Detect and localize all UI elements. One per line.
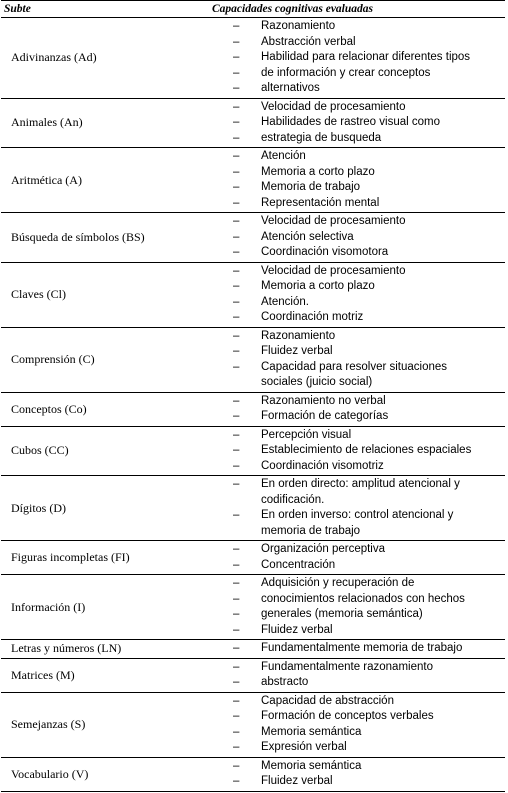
capacity-text: Atención selectiva — [261, 230, 354, 243]
list-item — [229, 558, 505, 574]
capacity-text: de información y crear conceptos — [261, 66, 431, 79]
dash-bullet: – — [233, 592, 240, 605]
capacity-text: Memoria semántica — [261, 759, 362, 772]
list-item — [229, 542, 505, 558]
header-subtest: Subte — [4, 3, 31, 15]
list-item — [229, 394, 505, 410]
table-row — [1, 328, 505, 393]
subtest-table — [1, 0, 505, 792]
capacity-text: Abstracción verbal — [261, 35, 356, 48]
list-item — [229, 375, 505, 391]
subtest-name: Información (I) — [11, 599, 86, 614]
dash-bullet: – — [233, 264, 240, 277]
table-row — [1, 263, 505, 328]
capacities-list — [229, 541, 505, 574]
subtest-name: Matrices (M) — [11, 667, 75, 682]
capacity-text: estrategia de busqueda — [261, 131, 382, 144]
capacities-list — [229, 659, 505, 692]
dash-bullet — [229, 524, 261, 540]
capacity-text: Velocidad de procesamiento — [261, 100, 406, 113]
header-capacities: Capacidades cognitivas evaluadas — [212, 3, 373, 15]
capacity-text: Formación de conceptos verbales — [261, 710, 434, 722]
dash-bullet: – — [233, 35, 240, 48]
subtest-name: Dígitos (D) — [11, 500, 66, 515]
table-row — [1, 659, 505, 693]
dash-bullet — [229, 493, 261, 509]
dash-bullet: – — [233, 230, 240, 243]
list-item — [229, 50, 505, 66]
subtest-name: Semejanzas (S) — [11, 717, 86, 731]
subtest-name: Comprensión (C) — [11, 352, 95, 366]
capacity-text: Razonamiento no verbal — [261, 394, 386, 407]
capacity-text: Capacidad para resolver situaciones — [261, 360, 448, 373]
capacity-text: Coordinación motriz — [261, 311, 364, 323]
list-item — [229, 35, 505, 51]
list-item — [229, 459, 505, 475]
capacity-text: Atención. — [261, 295, 309, 308]
table-row — [1, 99, 505, 149]
list-item — [229, 725, 505, 741]
capacity-text: Establecimiento de relaciones espaciales — [261, 444, 472, 456]
capacity-text: Atención — [261, 150, 306, 162]
capacity-text: sociales (juicio social) — [261, 376, 373, 388]
list-item — [229, 295, 505, 311]
dash-bullet: – — [233, 150, 240, 162]
capacity-text: Razonamiento — [261, 20, 336, 32]
capacity-text: alternativos — [261, 82, 320, 94]
table-row — [1, 393, 505, 427]
dash-bullet: – — [233, 694, 240, 707]
dash-bullet: – — [233, 165, 240, 178]
capacity-text: Memoria de trabajo — [261, 181, 361, 193]
dash-bullet: – — [233, 181, 240, 193]
list-item — [229, 694, 505, 710]
list-item — [229, 329, 505, 345]
dash-bullet: – — [233, 82, 240, 94]
list-item — [229, 264, 505, 280]
capacity-text: generales (memoria semántica) — [261, 608, 423, 620]
capacity-text: Expresión verbal — [261, 741, 347, 753]
list-item — [229, 310, 505, 326]
table-row — [1, 148, 505, 213]
dash-bullet: – — [233, 345, 240, 357]
dash-bullet: – — [233, 444, 240, 456]
dash-bullet: – — [233, 710, 240, 722]
dash-bullet: – — [233, 775, 240, 787]
capacities-list — [229, 476, 505, 540]
subtest-name: Búsqueda de símbolos (BS) — [11, 229, 145, 244]
list-item — [229, 66, 505, 82]
list-item — [229, 675, 505, 691]
dash-bullet: – — [233, 660, 240, 673]
dash-bullet: – — [233, 608, 240, 620]
capacities-list — [229, 575, 505, 639]
capacity-text: Adquisición y recuperación de — [261, 577, 415, 589]
capacity-text: En orden directo: amplitud atencional y — [261, 478, 460, 490]
table-row — [1, 640, 505, 659]
capacity-text: Fundamentalmente memoria de trabajo — [261, 642, 463, 654]
subtest-name: Conceptos (Co) — [11, 401, 87, 416]
list-item — [229, 214, 505, 230]
capacity-text: Percepción visual — [261, 428, 352, 441]
list-item — [229, 131, 505, 147]
dash-bullet: – — [233, 509, 240, 521]
list-item — [229, 180, 505, 196]
list-item — [229, 524, 505, 540]
capacity-text: Memoria a corto plazo — [261, 280, 375, 292]
table-row — [1, 693, 505, 758]
capacity-text: Representación mental — [261, 196, 380, 209]
capacity-text: Fluidez verbal — [261, 775, 333, 787]
capacity-text: Razonamiento — [261, 329, 336, 342]
dash-bullet: – — [233, 543, 240, 555]
capacities-list — [229, 758, 505, 791]
subtest-name: Adivinanzas (Ad) — [11, 50, 97, 65]
dash-bullet: – — [233, 428, 240, 441]
list-item — [229, 508, 505, 524]
list-item — [229, 149, 505, 165]
capacity-text: Velocidad de procesamiento — [261, 264, 406, 277]
subtest-name: Animales (An) — [11, 115, 83, 130]
capacities-list — [229, 99, 505, 148]
capacity-text: Habilidades de rastreo visual como — [261, 116, 440, 128]
table-row — [1, 427, 505, 477]
list-item — [229, 428, 505, 444]
subtest-name: Vocabulario (V) — [11, 766, 89, 781]
list-item — [229, 493, 505, 509]
capacity-text: Velocidad de procesamiento — [261, 215, 406, 227]
dash-bullet: – — [233, 360, 240, 373]
capacities-list — [229, 263, 505, 327]
dash-bullet: – — [233, 558, 240, 571]
table-row — [1, 476, 505, 541]
list-item — [229, 592, 505, 608]
capacity-text: Memoria a corto plazo — [261, 165, 375, 178]
dash-bullet: – — [233, 215, 240, 227]
list-item — [229, 344, 505, 360]
list-item — [229, 443, 505, 459]
dash-bullet: – — [233, 329, 240, 342]
list-item — [229, 740, 505, 756]
capacities-list — [229, 213, 505, 262]
dash-bullet: – — [233, 577, 240, 589]
list-item — [229, 19, 505, 35]
capacities-list — [229, 148, 505, 212]
capacity-text: En orden inverso: control atencional y — [261, 509, 454, 521]
capacities-list — [229, 18, 505, 98]
table-row — [1, 18, 505, 99]
table-row — [1, 575, 505, 640]
dash-bullet: – — [233, 410, 240, 422]
capacity-text: codificación. — [261, 493, 325, 506]
list-item — [229, 774, 505, 790]
dash-bullet — [229, 375, 261, 391]
list-item — [229, 477, 505, 493]
dash-bullet: – — [233, 311, 240, 323]
capacity-text: abstracto — [261, 676, 309, 688]
dash-bullet: – — [233, 759, 240, 772]
list-item — [229, 759, 505, 775]
capacity-text: Fluidez verbal — [261, 623, 333, 636]
capacities-list — [229, 427, 505, 476]
dash-bullet: – — [233, 51, 240, 63]
subtest-name: Letras y números (LN) — [11, 641, 122, 656]
dash-bullet: – — [233, 246, 240, 258]
list-item — [229, 100, 505, 116]
capacity-text: Coordinación visomotora — [261, 246, 389, 258]
list-item — [229, 81, 505, 97]
capacity-text: Concentración — [261, 558, 336, 571]
dash-bullet: – — [233, 100, 240, 113]
dash-bullet: – — [233, 66, 240, 79]
dash-bullet: – — [233, 459, 240, 472]
list-item — [229, 279, 505, 295]
dash-bullet: – — [233, 116, 240, 128]
dash-bullet: – — [233, 676, 240, 688]
dash-bullet: – — [233, 394, 240, 407]
subtest-name: Claves (Cl) — [11, 287, 66, 301]
capacities-list — [229, 640, 505, 658]
dash-bullet: – — [233, 741, 240, 753]
list-item — [229, 115, 505, 131]
subtest-name: Cubos (CC) — [11, 443, 69, 458]
dash-bullet: – — [233, 280, 240, 292]
table-header — [1, 0, 505, 18]
list-item — [229, 623, 505, 639]
subtest-name: Figuras incompletas (FI) — [11, 550, 130, 564]
dash-bullet: – — [233, 642, 240, 654]
capacity-text: Formación de categorías — [261, 410, 389, 422]
capacity-text: Habilidad para relacionar diferentes tipos — [261, 51, 471, 63]
table-row — [1, 213, 505, 263]
list-item — [229, 196, 505, 212]
dash-bullet: – — [233, 478, 240, 490]
list-item — [229, 607, 505, 623]
capacities-list — [229, 393, 505, 426]
list-item — [229, 709, 505, 725]
capacity-text: Capacidad de abstracción — [261, 694, 394, 707]
dash-bullet: – — [233, 20, 240, 32]
capacity-text: Coordinación visomotriz — [261, 459, 384, 472]
list-item — [229, 641, 505, 657]
subtest-name: Aritmética (A) — [11, 172, 82, 187]
table-row — [1, 541, 505, 575]
list-item — [229, 360, 505, 376]
capacities-list — [229, 328, 505, 392]
capacity-text: Organización perceptiva — [261, 543, 386, 555]
dash-bullet: – — [233, 295, 240, 308]
table-body — [1, 18, 505, 792]
capacity-text: Memoria semántica — [261, 725, 362, 738]
list-item — [229, 230, 505, 246]
dash-bullet: – — [233, 725, 240, 738]
dash-bullet: – — [233, 196, 240, 209]
list-item — [229, 409, 505, 425]
capacities-list — [229, 693, 505, 757]
capacity-text: Fluidez verbal — [261, 345, 333, 357]
list-item — [229, 660, 505, 676]
list-item — [229, 245, 505, 261]
table-row — [1, 758, 505, 792]
list-item — [229, 576, 505, 592]
dash-bullet: – — [233, 623, 240, 636]
dash-bullet: – — [233, 131, 240, 144]
capacity-text: Fundamentalmente razonamiento — [261, 660, 433, 673]
list-item — [229, 165, 505, 181]
capacity-text: memoria de trabajo — [261, 524, 361, 537]
capacity-text: conocimientos relacionados con hechos — [261, 592, 465, 605]
